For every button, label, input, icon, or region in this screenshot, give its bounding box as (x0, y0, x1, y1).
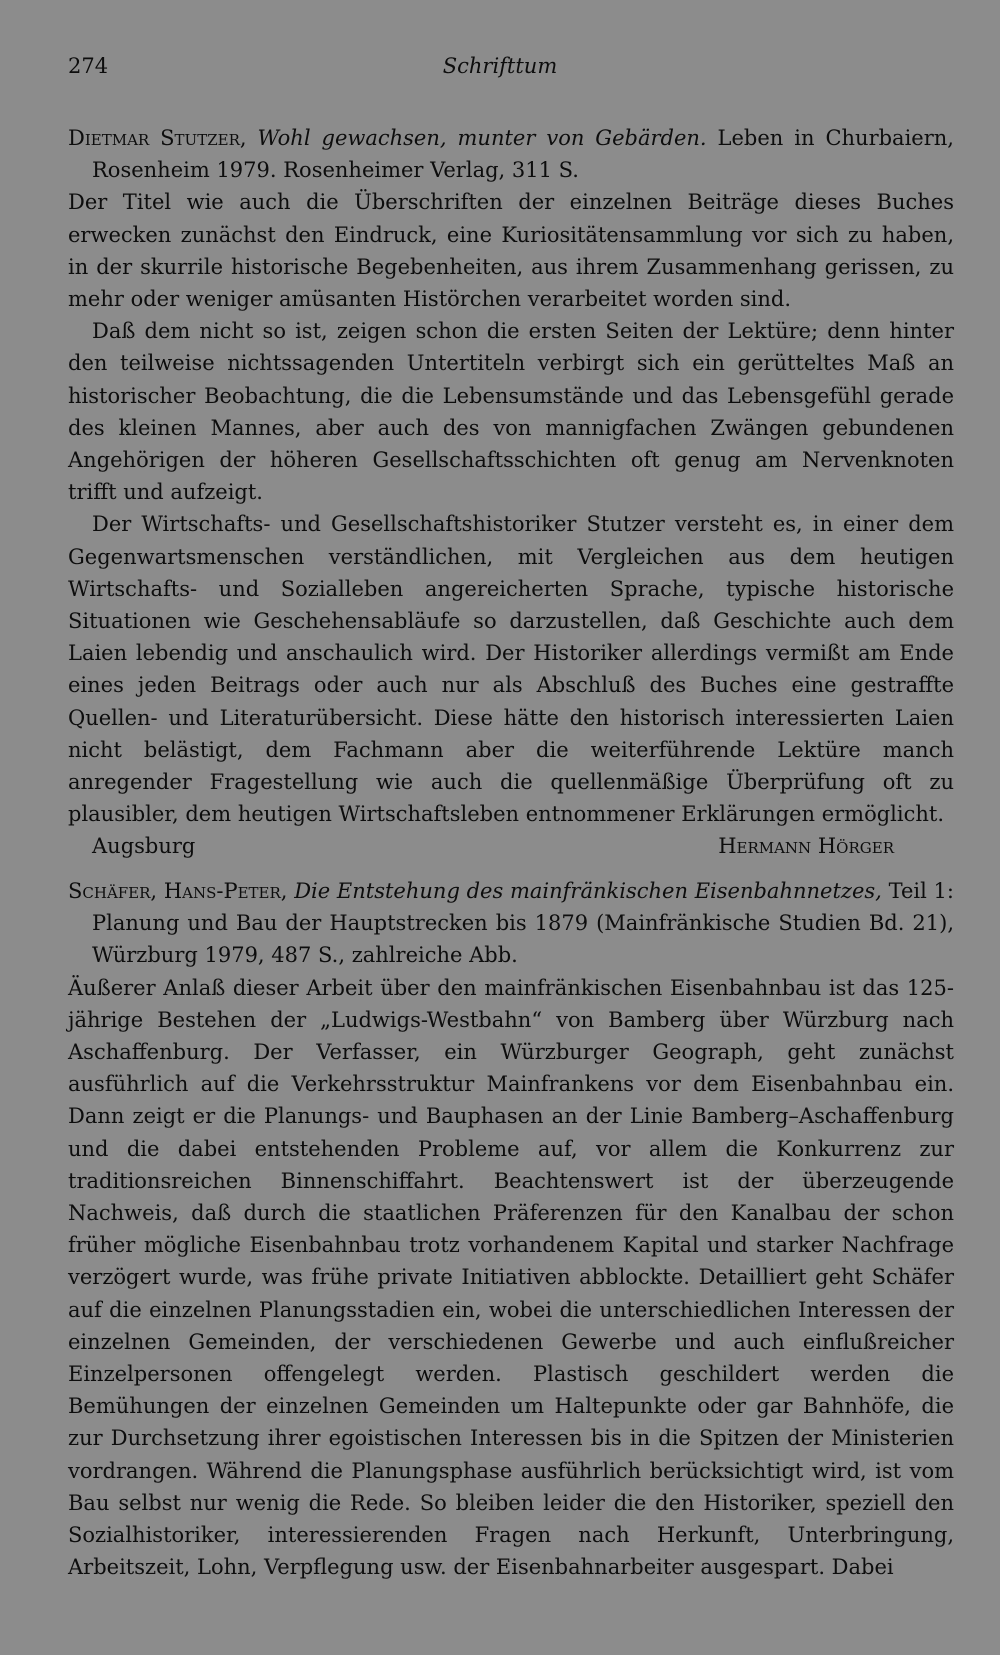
citation-author: Schäfer, Hans-Peter, (68, 879, 288, 903)
review-signature (68, 830, 954, 862)
review-citation (68, 122, 954, 186)
running-head (0, 54, 1000, 84)
reviewer-name: Hermann Hörger (718, 834, 894, 859)
book-review-schaefer (68, 875, 954, 1583)
page-number: 274 (68, 54, 109, 78)
review-citation (68, 875, 954, 972)
review-paragraph: Äußerer Anlaß dieser Arbeit über den mainfränkischen Eisenbahnbau ist das 125-jährige Bestehen der „Ludwigs-Westbahn“ von Bamberg über Würzburg nach Aschaffenburg. Der Verfasser, ein Würzburger Geograph, geht zunächst ausführlich auf die Verkehrsstruktur Mainfrankens vor dem Eisenbahnbau ein. Dann zeigt er die Planungs- und Bauphasen an der Linie Bamberg–Aschaffenburg und die dabei entstehenden Probleme auf, vor allem die Konkurrenz zur traditionsreichen Binnenschiffahrt. Beachtenswert ist der überzeugende Nachweis, daß durch die staatlichen Präferenzen für den Kanalbau der schon früher mögliche Eisenbahnbau trotz vorhandenem Kapital und starker Nachfrage verzögert wurde, was frühe private Initiativen abblockte. Detailliert geht Schäfer auf die einzelnen Planungsstadien ein, wobei die unterschiedlichen Interessen der einzelnen Gemeinden, der verschiedenen Gewerbe und auch einflußreicher Einzelpersonen offengelegt werden. Plastisch geschildert werden die Bemühungen der einzelnen Gemeinden um Haltepunkte oder gar Bahnhöfe, die zur Durchsetzung ihrer egoistischen Interessen bis in die Spitzen der Ministerien vordrangen. Während die Planungsphase ausführlich berücksichtigt wird, ist vom Bau selbst nur wenig die Rede. So bleiben leider die den Historiker, speziell den Sozialhistoriker, interessierenden Fragen nach Herkunft, Unterbringung, Arbeitszeit, Lohn, Verpflegung usw. der Eisenbahnarbeiter ausgespart. Dabei (68, 975, 954, 1580)
signature-place: Augsburg (92, 834, 196, 859)
review-paragraph: Der Wirtschafts- und Gesellschaftshistoriker Stutzer versteht es, in einer dem Gegenwartsmenschen verständlichen, mit Vergleichen aus dem heutigen Wirtschafts- und Sozialleben angereicherten Sprache, typische historische Situationen wie Geschehensabläufe so darzustellen, daß Geschichte auch dem Laien lebendig und anschaulich wird. Der Historiker allerdings vermißt am Ende eines jeden Beitrags oder auch nur als Abschluß des Buches eine gestraffte Quellen- und Literaturübersicht. Diese hätte den historisch interessierten Laien nicht belästigt, dem Fachmann aber die weiterführende Lektüre manch anregender Fragestellung wie auch die quellenmäßige Überprüfung oft zu plausibler, dem heutigen Wirtschaftsleben entnommener Erklärungen ermöglicht. (68, 512, 954, 827)
review-paragraph: Daß dem nicht so ist, zeigen schon die ersten Seiten der Lektüre; denn hinter den teilweise nichtssagenden Untertiteln verbirgt sich ein gerütteltes Maß an historischer Beobachtung, die die Lebensumstände und das Lebensgefühl gerade des kleinen Mannes, aber auch des von mannigfachen Zwängen gebundenen Angehörigen der höheren Gesellschaftsschichten oft genug am Nervenknoten trifft und aufzeigt. (68, 319, 954, 505)
citation-publication: Leben in Churbaiern, Rosenheim 1979. Rosenheimer Verlag, 311 S. (92, 126, 954, 183)
review-paragraph: Der Titel wie auch die Überschriften der einzelnen Beiträge dieses Buches erwecken zunächst den Eindruck, eine Kuriositätensammlung vor sich zu haben, in der skurrile historische Begebenheiten, aus ihrem Zusammenhang gerissen, zu mehr oder weniger amüsanten Histörchen verarbeitet worden sind. (68, 190, 954, 312)
citation-title: Wohl gewachsen, munter von Gebärden. (257, 126, 707, 150)
book-review-stutzer (68, 122, 954, 862)
citation-publication: Teil 1: Planung und Bau der Hauptstrecken bis 1879 (Mainfränkische Studien Bd. 21), Würzburg 1979, 487 S., zahlreiche Abb. (92, 879, 954, 968)
running-title: Schrifttum (442, 54, 558, 78)
citation-author: Dietmar Stutzer, (68, 126, 247, 150)
citation-title: Die Entstehung des mainfränkischen Eisenbahnnetzes, (294, 879, 882, 903)
